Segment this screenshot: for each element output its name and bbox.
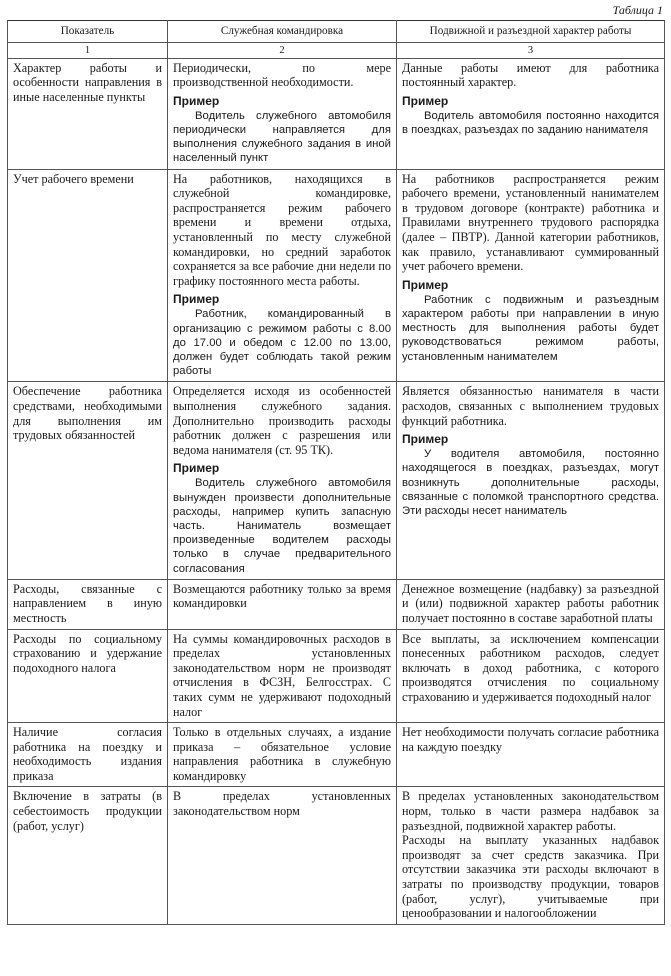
- header-business-trip: Служебная командировка: [168, 21, 397, 43]
- comparison-table: [7, 20, 665, 925]
- example-text: Работник с подвижным и разъездным характером работы при направлении в иную местность для выполнения работы будет руководствоваться режимом работы, установленным нанимателем: [402, 293, 659, 363]
- trip-cell: [168, 723, 397, 787]
- header-mobile-work: Подвижной и разъездной характер работы: [397, 21, 665, 43]
- example-label: Пример: [173, 461, 220, 476]
- cell-text: На работников, находящихся в служебной командировке, распространяется режим рабочего времени и времени отдыха, установленный по месту служебной командировки, но средний заработок сохраняется за все рабочие дни недели по графику постоянного места работы.: [173, 171, 391, 288]
- indicator-cell: Расходы по социальному страхованию и удержание подоходного налога: [8, 629, 168, 723]
- example-text: Водитель служебного автомобиля вынужден произвести дополнительные расходы, например купить запасную часть. Наниматель возмещает произведенные водителем расходы только в случае предварительного согласования: [173, 477, 391, 575]
- example-label: Пример: [402, 277, 449, 292]
- column-numbers-row: [8, 42, 665, 58]
- cell-text: В пределах установленных законодательством норм: [173, 789, 391, 819]
- example-text: Водитель служебного автомобиля периодически направляется для выполнения служебного задания в иной населенный пункт: [173, 109, 391, 165]
- cell-text-second-paragraph: Расходы на выплату указанных надбавок производят за счет средств заказчика. При отсутствии заказчика эти расходы включают в затраты по производству продукции, товаров (работ, услуг), учитываемые при ценообразовании и налогообложении: [402, 833, 659, 921]
- cell-text: Нет необходимости получать согласие работника на каждую поездку: [402, 725, 659, 754]
- indicator-cell: Характер работы и особенности направления в иные населенные пункты: [8, 58, 168, 169]
- table-row: [8, 58, 665, 169]
- cell-text: Периодически, по мере производственной необходимости.: [173, 60, 391, 90]
- example-text: Работник, командированный в организацию с режимом работы с 8.00 до 17.00 и обедом с 12.00 по 13.00, должен будет соблюдать такой режим работы: [173, 308, 391, 378]
- example-text: У водителя автомобиля, постоянно находящегося в поездках, разъездах, могут возникнуть дополнительные расходы, связанные с поломкой транспортного средства. Эти расходы несет наниматель: [402, 448, 659, 517]
- indicator-cell: Наличие согласия работника на поездку и необходимость издания приказа: [8, 723, 168, 787]
- cell-text: На работников распространяется режим рабочего времени, установленный нанимателем в трудовом договоре (контракте) работника и Правилами внутреннего трудового распорядка (далее – ПВТР). Данной категории работников, как правило, устанавливают суммированный учет рабочего времени.: [402, 171, 659, 274]
- column-number: 2: [168, 42, 397, 58]
- column-number: 1: [8, 42, 168, 58]
- cell-text: На суммы командировочных расходов в пределах установленных законодательством норм не производят отчисления в ФСЗН, Белгосстрах. С таких сумм не удерживают подоходный налог: [173, 631, 391, 719]
- trip-cell: [168, 787, 397, 924]
- mobile-cell: [397, 579, 665, 629]
- indicator-cell: Обеспечение работника средствами, необходимыми для выполнения им трудовых обязанностей: [8, 382, 168, 579]
- mobile-cell: [397, 629, 665, 723]
- trip-cell: [168, 169, 397, 382]
- cell-text: Данные работы имеют для работника постоянный характер.: [402, 60, 659, 90]
- indicator-cell: Учет рабочего времени: [8, 169, 168, 382]
- cell-text: Денежное возмещение (надбавку) за разъездной и (или) подвижной характер работы работник получает постоянно в составе заработной платы: [402, 581, 659, 625]
- trip-cell: [168, 382, 397, 579]
- indicator-cell: Включение в затраты (в себестоимость продукции (работ, услуг): [8, 787, 168, 924]
- trip-cell: [168, 629, 397, 723]
- indicator-cell: Расходы, связанные с направлением в иную местность: [8, 579, 168, 629]
- cell-text: В пределах установленных законодательством норм, только в части размера надбавок за разъездной, подвижной характер работы.: [402, 789, 659, 833]
- mobile-cell: [397, 382, 665, 579]
- mobile-cell: [397, 723, 665, 787]
- table-row: [8, 382, 665, 579]
- example-label: Пример: [173, 93, 220, 108]
- example-label: Пример: [402, 93, 449, 108]
- table-caption: Таблица 1: [612, 3, 663, 17]
- trip-cell: [168, 58, 397, 169]
- cell-text: Только в отдельных случаях, а издание приказа – обязательное условие направления работника в служебную командировку: [173, 725, 391, 783]
- trip-cell: [168, 579, 397, 629]
- header-indicator: Показатель: [8, 21, 168, 43]
- example-label: Пример: [402, 432, 449, 447]
- mobile-cell: [397, 58, 665, 169]
- cell-text: Возмещаются работнику только за время командировки: [173, 581, 391, 611]
- table-header-row: [8, 21, 665, 43]
- mobile-cell: [397, 787, 665, 924]
- table-row: [8, 579, 665, 629]
- table-row: [8, 787, 665, 924]
- example-label: Пример: [173, 292, 220, 307]
- table-row: [8, 723, 665, 787]
- cell-text: Все выплаты, за исключением компенсации понесенных работником расходов, следует включать в доход работника, с которого производятся отчисления по социальному страхованию и удерживается подоходный налог: [402, 631, 659, 704]
- example-text: Водитель автомобиля постоянно находится в поездках, разъездах по заданию нанимателя: [402, 109, 659, 136]
- table-row: [8, 629, 665, 723]
- cell-text: Определяется исходя из особенностей выполнения служебного задания. Дополнительно производить расходы работник должен с разрешения или ведома нанимателя (ст. 95 ТК).: [173, 384, 391, 457]
- table-row: [8, 169, 665, 382]
- cell-text: Является обязанностью нанимателя в части расходов, связанных с выполнением трудовых функций работника.: [402, 384, 659, 428]
- column-number: 3: [397, 42, 665, 58]
- mobile-cell: [397, 169, 665, 382]
